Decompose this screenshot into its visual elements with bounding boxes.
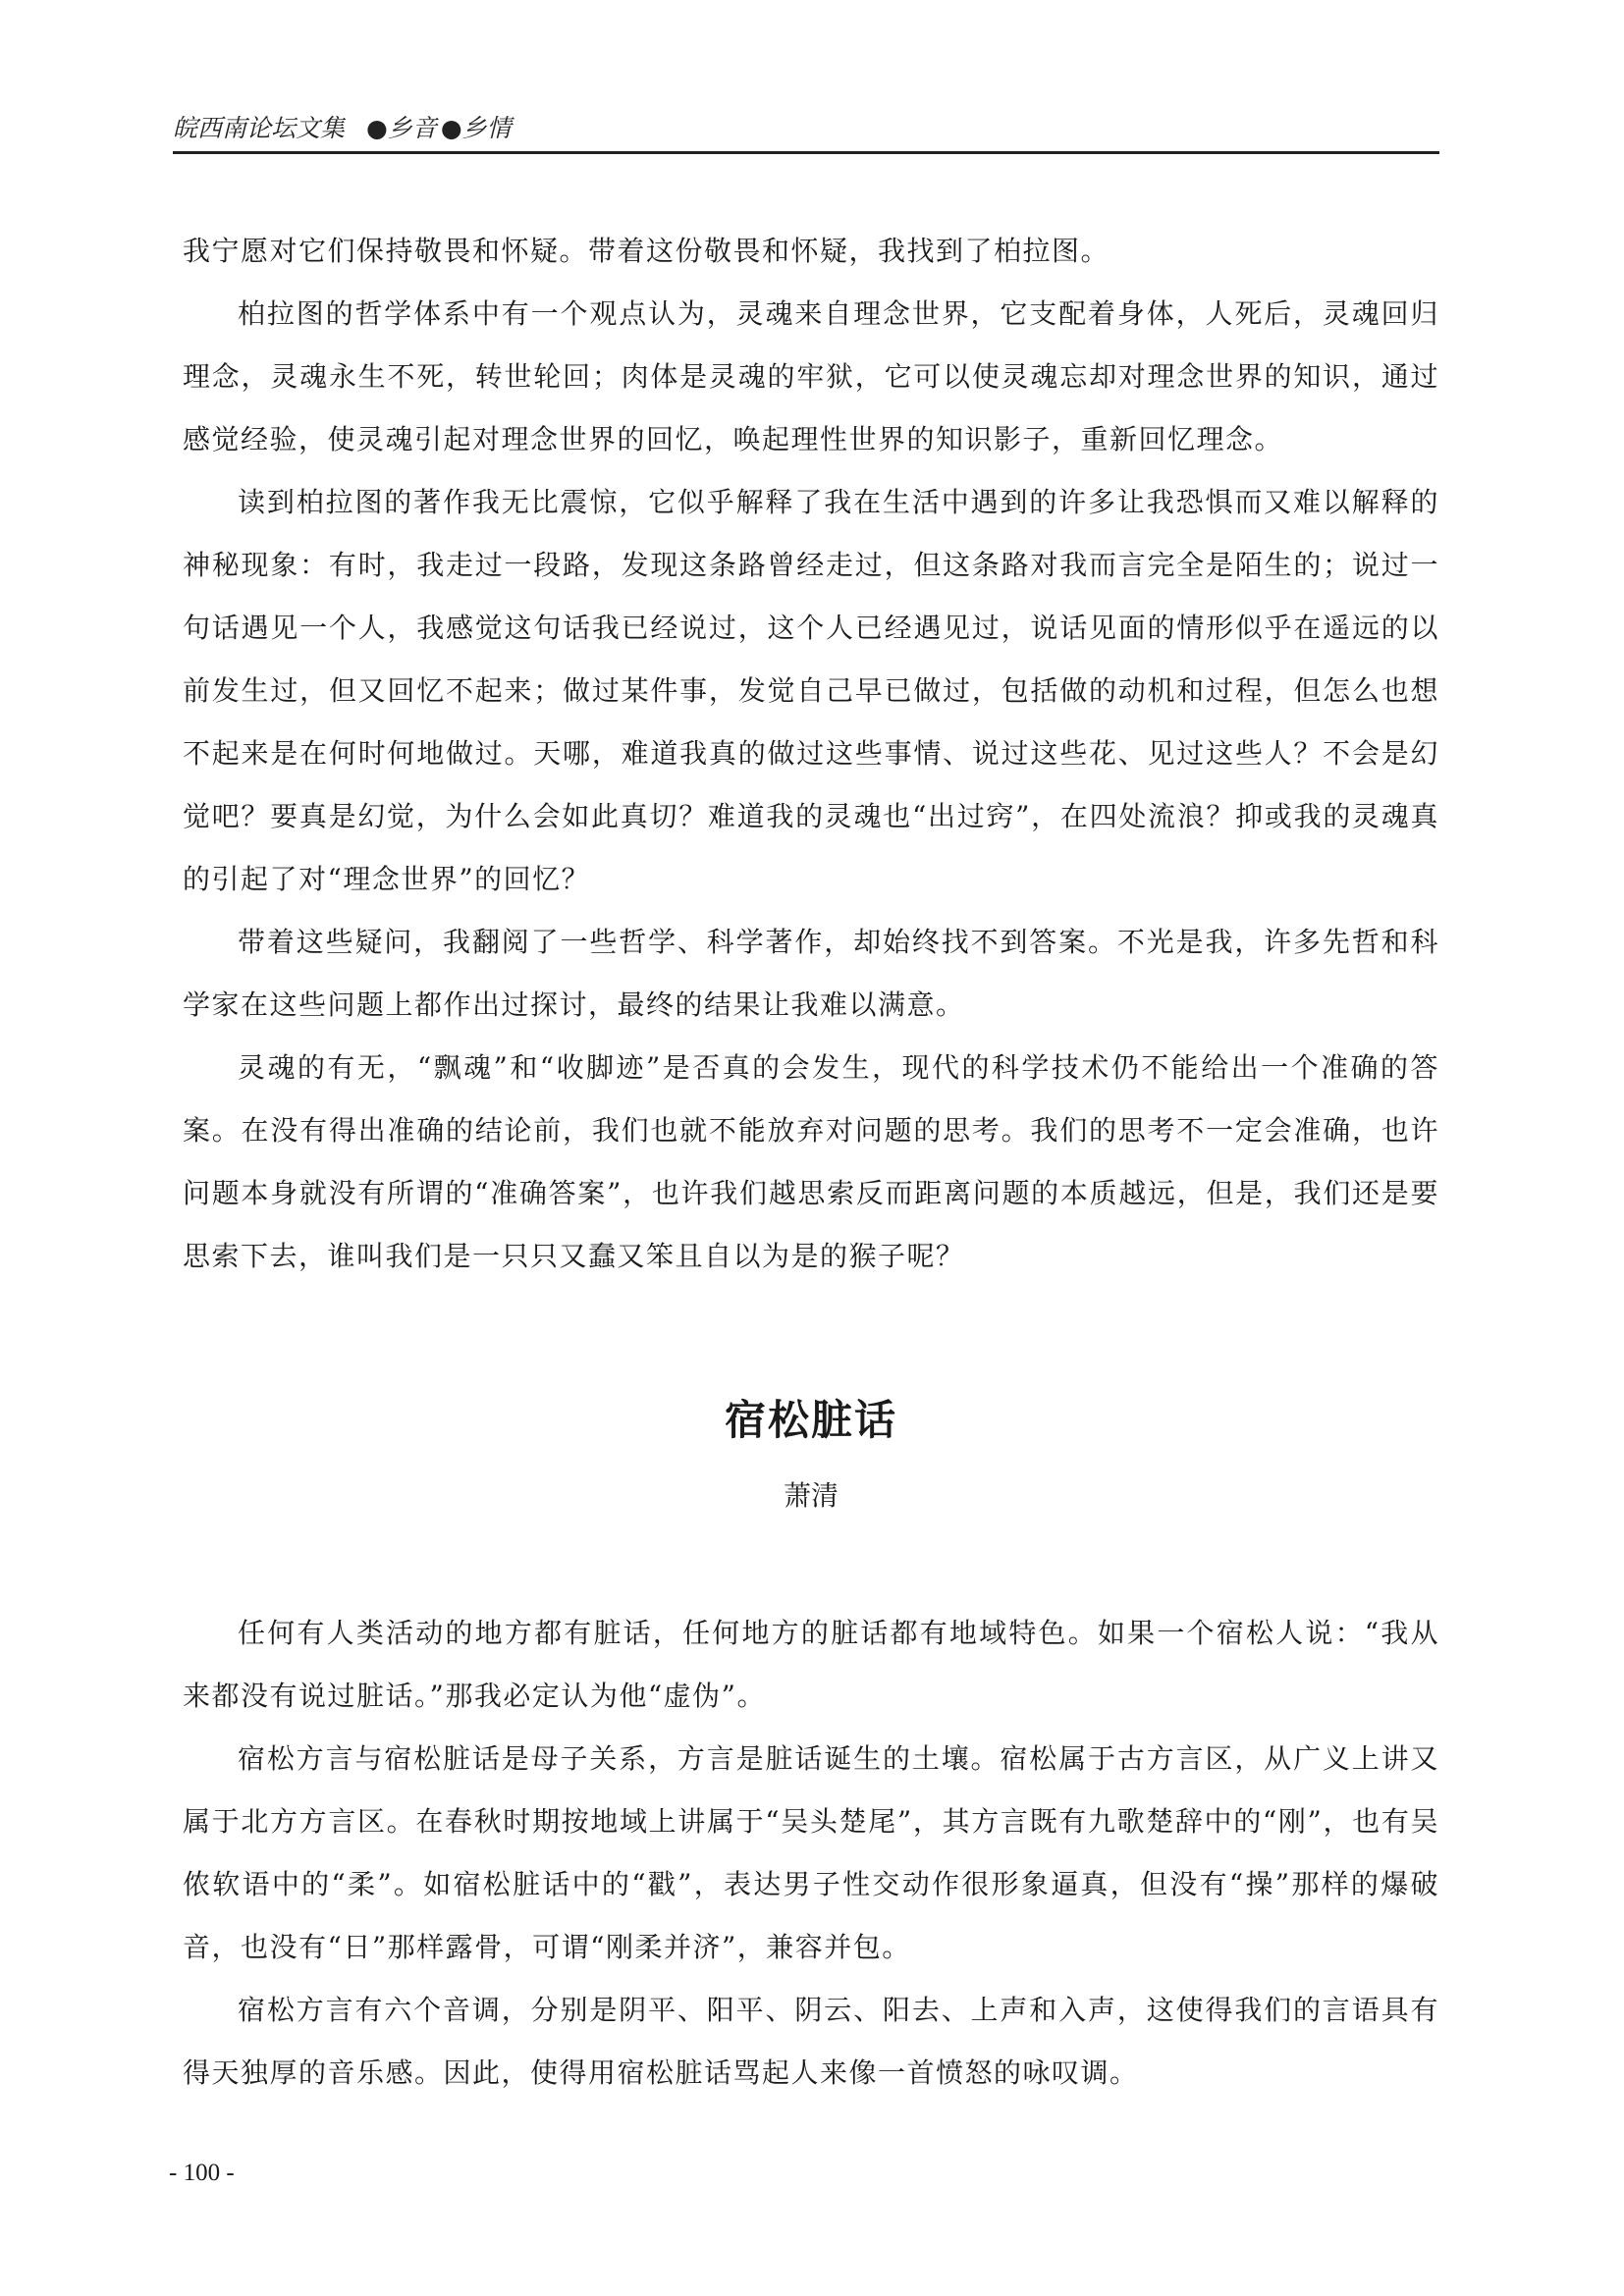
paragraph: 我宁愿对它们保持敬畏和怀疑。带着这份敬畏和怀疑，我找到了柏拉图。 <box>183 235 1110 267</box>
paragraph: 读到柏拉图的著作我无比震惊，它似乎解释了我在生活中遇到的许多让我恐惧而又难以解释的神秘现象：有时，我走过一段路，发现这条路曾经走过，但这条路对我而言完全是陌生的；说过一句话遇见一个人，我感觉这句话我已经说过，这个人已经遇见过，说话见面的情形似乎在遥远的以前发生过，但又回忆不起来；做过某件事，发觉自己早已做过，包括做的动机和过程，但怎么也想不起来是在何时何地做过。天哪，难道我真的做过这些事情、说过这些花、见过这些人？不会是幻觉吧？要真是幻觉，为什么会如此真切？难道我的灵魂也“出过窍”，在四处流浪？抑或我的灵魂真的引起了对“理念世界”的回忆？ <box>183 486 1439 895</box>
article-title: 宿松脏话 <box>724 1396 897 1444</box>
section-label-1: ●乡音 <box>366 114 437 142</box>
paragraph: 柏拉图的哲学体系中有一个观点认为，灵魂来自理念世界，它支配着身体，人死后，灵魂回归理念，灵魂永生不死，转世轮回；肉体是灵魂的牢狱，它可以使灵魂忘却对理念世界的知识，通过感觉经验，使灵魂引起对理念世界的回忆，唤起理性世界的知识影子，重新回忆理念。 <box>183 297 1439 455</box>
page-number: - 100 - <box>169 2160 235 2186</box>
paragraph: 宿松方言有六个音调，分别是阴平、阳平、阴云、阳去、上声和入声，这使得我们的言语具有得天独厚的音乐感。因此，使得用宿松脏话骂起人来像一首愤怒的咏叹调。 <box>183 1994 1439 2089</box>
paragraph: 宿松方言与宿松脏话是母子关系，方言是脏话诞生的土壤。宿松属于古方言区，从广义上讲又属于北方方言区。在春秋时期按地域上讲属于“吴头楚尾”，其方言既有九歌楚辞中的“刚”，也有吴侬软语中的“柔”。如宿松脏话中的“戳”，表达男子性交动作很形象逼真，但没有“操”那样的爆破音，也没有“日”那样露骨，可谓“刚柔并济”，兼容并包。 <box>183 1742 1439 1963</box>
running-header <box>173 114 1439 154</box>
paragraph: 带着这些疑问，我翻阅了一些哲学、科学著作，却始终找不到答案。不光是我，许多先哲和科学家在这些问题上都作出过探讨，最终的结果让我难以满意。 <box>183 926 1439 1021</box>
previous-article-continuation <box>183 220 1439 1288</box>
article-author: 萧清 <box>783 1479 839 1512</box>
article-body <box>183 1602 1439 2105</box>
section-label-2: ●乡情 <box>440 114 512 142</box>
collection-title: 皖西南论坛文集 <box>173 114 346 142</box>
paragraph: 任何有人类活动的地方都有脏话，任何地方的脏话都有地域特色。如果一个宿松人说：“我从来都没有说过脏话。”那我必定认为他“虚伪”。 <box>183 1617 1439 1712</box>
paragraph: 灵魂的有无，“飘魂”和“收脚迹”是否真的会发生，现代的科学技术仍不能给出一个准确的答案。在没有得出准确的结论前，我们也就不能放弃对问题的思考。我们的思考不一定会准确，也许问题本身就没有所谓的“准确答案”，也许我们越思索反而距离问题的本质越远，但是，我们还是要思索下去，谁叫我们是一只只又蠢又笨且自以为是的猴子呢？ <box>183 1051 1439 1272</box>
